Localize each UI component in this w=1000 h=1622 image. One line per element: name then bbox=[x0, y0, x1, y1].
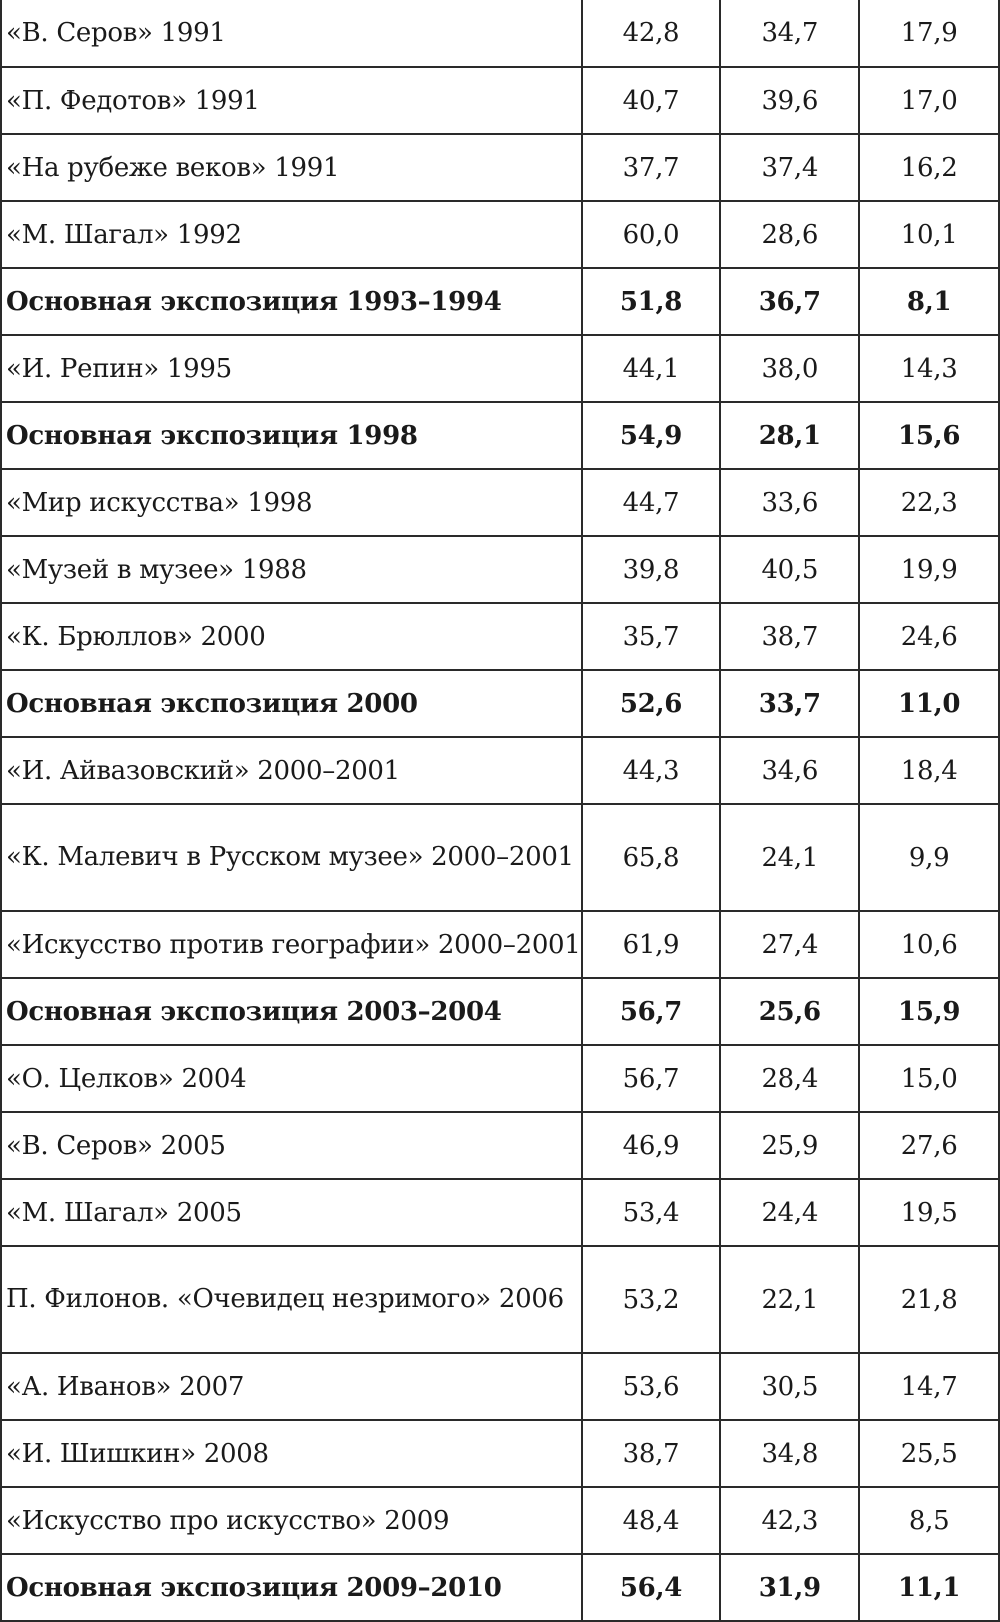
table-row-main-exhibition bbox=[1, 978, 999, 1045]
exhibition-name-cell: «К. Брюллов» 2000 bbox=[1, 603, 582, 670]
table-row bbox=[1, 1353, 999, 1420]
table-row bbox=[1, 1112, 999, 1179]
value-cell-1: 53,6 bbox=[582, 1353, 721, 1420]
table-row bbox=[1, 1487, 999, 1554]
exhibition-name-cell: «На рубеже веков» 1991 bbox=[1, 134, 582, 201]
value-cell-2: 38,0 bbox=[720, 335, 859, 402]
value-cell-2: 40,5 bbox=[720, 536, 859, 603]
value-cell-2: 31,9 bbox=[720, 1554, 859, 1621]
exhibition-name-cell: «Искусство против географии» 2000–2001 bbox=[1, 911, 582, 978]
exhibition-name-cell: «Искусство про искусство» 2009 bbox=[1, 1487, 582, 1554]
exhibition-name-cell: «И. Айвазовский» 2000–2001 bbox=[1, 737, 582, 804]
table-row bbox=[1, 67, 999, 134]
value-cell-3: 15,6 bbox=[859, 402, 999, 469]
exhibition-name-cell: «О. Целков» 2004 bbox=[1, 1045, 582, 1112]
value-cell-2: 36,7 bbox=[720, 268, 859, 335]
value-cell-3: 10,1 bbox=[859, 201, 999, 268]
table-row bbox=[1, 536, 999, 603]
value-cell-1: 51,8 bbox=[582, 268, 721, 335]
exhibition-name-cell: Основная экспозиция 2000 bbox=[1, 670, 582, 737]
value-cell-2: 30,5 bbox=[720, 1353, 859, 1420]
exhibition-name-cell: П. Филонов. «Очевидец незримого» 2006 bbox=[1, 1246, 582, 1353]
value-cell-1: 56,4 bbox=[582, 1554, 721, 1621]
exhibition-name-cell: «В. Серов» 2005 bbox=[1, 1112, 582, 1179]
value-cell-3: 14,3 bbox=[859, 335, 999, 402]
value-cell-3: 27,6 bbox=[859, 1112, 999, 1179]
table-row bbox=[1, 1045, 999, 1112]
value-cell-2: 25,9 bbox=[720, 1112, 859, 1179]
value-cell-1: 44,7 bbox=[582, 469, 721, 536]
value-cell-2: 39,6 bbox=[720, 67, 859, 134]
value-cell-3: 9,9 bbox=[859, 804, 999, 911]
value-cell-1: 42,8 bbox=[582, 0, 721, 67]
value-cell-3: 19,9 bbox=[859, 536, 999, 603]
value-cell-1: 61,9 bbox=[582, 911, 721, 978]
value-cell-1: 44,1 bbox=[582, 335, 721, 402]
value-cell-1: 44,3 bbox=[582, 737, 721, 804]
exhibition-name-cell: «В. Серов» 1991 bbox=[1, 0, 582, 67]
value-cell-3: 17,0 bbox=[859, 67, 999, 134]
table-row-main-exhibition bbox=[1, 1554, 999, 1621]
value-cell-1: 56,7 bbox=[582, 978, 721, 1045]
value-cell-1: 46,9 bbox=[582, 1112, 721, 1179]
value-cell-1: 37,7 bbox=[582, 134, 721, 201]
value-cell-3: 17,9 bbox=[859, 0, 999, 67]
value-cell-1: 54,9 bbox=[582, 402, 721, 469]
exhibition-name-cell: «М. Шагал» 2005 bbox=[1, 1179, 582, 1246]
value-cell-2: 37,4 bbox=[720, 134, 859, 201]
value-cell-1: 60,0 bbox=[582, 201, 721, 268]
table-row bbox=[1, 201, 999, 268]
table-row bbox=[1, 134, 999, 201]
value-cell-1: 52,6 bbox=[582, 670, 721, 737]
value-cell-2: 34,6 bbox=[720, 737, 859, 804]
value-cell-1: 35,7 bbox=[582, 603, 721, 670]
value-cell-2: 42,3 bbox=[720, 1487, 859, 1554]
table-row bbox=[1, 804, 999, 911]
table-row bbox=[1, 911, 999, 978]
exhibition-name-cell: «И. Репин» 1995 bbox=[1, 335, 582, 402]
exhibition-name-cell: Основная экспозиция 1993–1994 bbox=[1, 268, 582, 335]
value-cell-1: 48,4 bbox=[582, 1487, 721, 1554]
table-body bbox=[1, 0, 999, 1621]
value-cell-2: 27,4 bbox=[720, 911, 859, 978]
value-cell-3: 10,6 bbox=[859, 911, 999, 978]
value-cell-3: 21,8 bbox=[859, 1246, 999, 1353]
value-cell-3: 19,5 bbox=[859, 1179, 999, 1246]
exhibition-name-cell: «М. Шагал» 1992 bbox=[1, 201, 582, 268]
value-cell-1: 39,8 bbox=[582, 536, 721, 603]
value-cell-3: 16,2 bbox=[859, 134, 999, 201]
value-cell-3: 11,1 bbox=[859, 1554, 999, 1621]
value-cell-3: 8,5 bbox=[859, 1487, 999, 1554]
exhibition-name-cell: «П. Федотов» 1991 bbox=[1, 67, 582, 134]
value-cell-3: 11,0 bbox=[859, 670, 999, 737]
exhibition-name-cell: Основная экспозиция 2009–2010 bbox=[1, 1554, 582, 1621]
table-row-main-exhibition bbox=[1, 268, 999, 335]
exhibition-name-cell: «Музей в музее» 1988 bbox=[1, 536, 582, 603]
value-cell-2: 34,8 bbox=[720, 1420, 859, 1487]
value-cell-2: 28,1 bbox=[720, 402, 859, 469]
value-cell-1: 53,4 bbox=[582, 1179, 721, 1246]
exhibition-name-cell: «Мир искусства» 1998 bbox=[1, 469, 582, 536]
value-cell-2: 28,6 bbox=[720, 201, 859, 268]
exhibition-name-cell: Основная экспозиция 2003–2004 bbox=[1, 978, 582, 1045]
value-cell-2: 33,6 bbox=[720, 469, 859, 536]
value-cell-3: 14,7 bbox=[859, 1353, 999, 1420]
value-cell-1: 40,7 bbox=[582, 67, 721, 134]
table-row bbox=[1, 335, 999, 402]
value-cell-2: 24,4 bbox=[720, 1179, 859, 1246]
value-cell-3: 25,5 bbox=[859, 1420, 999, 1487]
value-cell-2: 22,1 bbox=[720, 1246, 859, 1353]
value-cell-1: 65,8 bbox=[582, 804, 721, 911]
value-cell-2: 24,1 bbox=[720, 804, 859, 911]
table-row bbox=[1, 469, 999, 536]
value-cell-3: 15,9 bbox=[859, 978, 999, 1045]
value-cell-3: 22,3 bbox=[859, 469, 999, 536]
table-row bbox=[1, 0, 999, 67]
value-cell-2: 33,7 bbox=[720, 670, 859, 737]
value-cell-1: 53,2 bbox=[582, 1246, 721, 1353]
value-cell-3: 8,1 bbox=[859, 268, 999, 335]
table-row bbox=[1, 1246, 999, 1353]
value-cell-2: 38,7 bbox=[720, 603, 859, 670]
value-cell-3: 24,6 bbox=[859, 603, 999, 670]
value-cell-2: 25,6 bbox=[720, 978, 859, 1045]
exhibition-name-cell: Основная экспозиция 1998 bbox=[1, 402, 582, 469]
exhibition-name-cell: «К. Малевич в Русском музее» 2000–2001 bbox=[1, 804, 582, 911]
table-row bbox=[1, 737, 999, 804]
table-row-main-exhibition bbox=[1, 402, 999, 469]
exhibition-name-cell: «А. Иванов» 2007 bbox=[1, 1353, 582, 1420]
exhibition-name-cell: «И. Шишкин» 2008 bbox=[1, 1420, 582, 1487]
table-row-main-exhibition bbox=[1, 670, 999, 737]
value-cell-3: 15,0 bbox=[859, 1045, 999, 1112]
table-row bbox=[1, 603, 999, 670]
table-row bbox=[1, 1179, 999, 1246]
value-cell-2: 34,7 bbox=[720, 0, 859, 67]
value-cell-1: 56,7 bbox=[582, 1045, 721, 1112]
table-row bbox=[1, 1420, 999, 1487]
value-cell-3: 18,4 bbox=[859, 737, 999, 804]
value-cell-2: 28,4 bbox=[720, 1045, 859, 1112]
value-cell-1: 38,7 bbox=[582, 1420, 721, 1487]
